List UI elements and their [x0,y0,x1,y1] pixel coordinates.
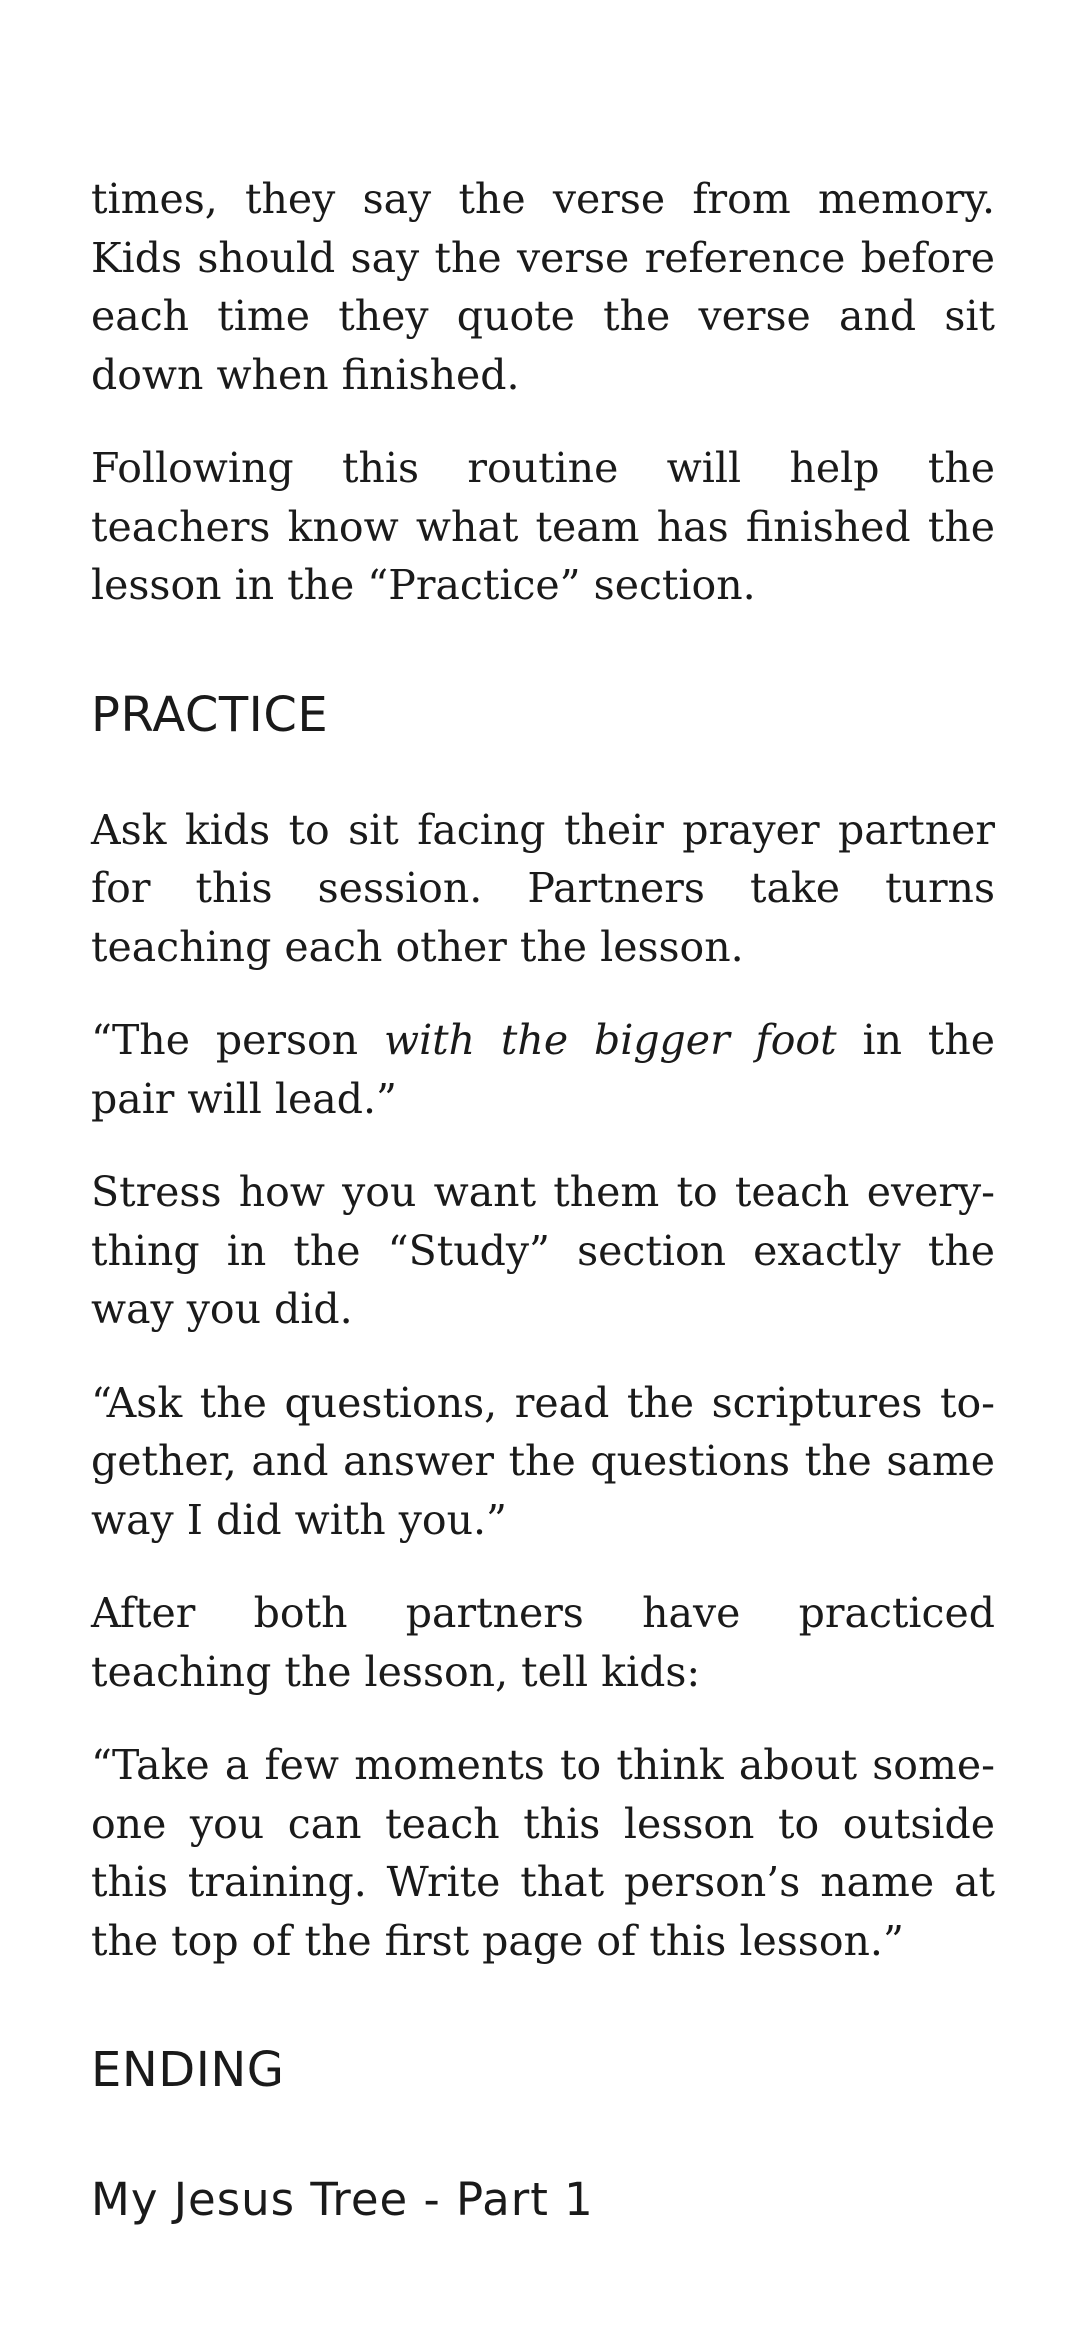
paragraph-prayer-partner: Ask kids to sit facing their prayer partner for this session. Partners take turns teaching each other the lesson. [91,805,995,971]
heading-practice: PRACTICE [91,686,329,743]
paragraph-after-practice: After both partners have practiced teaching the lesson, tell kids: [91,1589,995,1696]
paragraph-stress: Stress how you want them to teach everything in the “Study” section exactly the way you did. [91,1168,995,1333]
subtitle-jesus-tree: My Jesus Tree - Part 1 [91,2173,594,2226]
quote-end: in the pair will lead.” [91,1016,995,1123]
paragraph-bigger-foot [91,1011,995,1128]
paragraph-verse-memory: times, they say the verse from memory. Kids should say the verse reference before each time they quote the verse and sit down when finished. [91,175,995,399]
paragraph-ask-questions: “Ask the questions, read the scriptures together, and answer the questions the same way I did with you.” [91,1378,995,1544]
quote-italic: with the bigger foot [383,1016,837,1064]
quote-start: “The person [91,1016,384,1064]
reader-page [91,170,995,2230]
heading-ending: ENDING [91,2042,285,2098]
paragraph-take-moments: “Take a few moments to think about someone you can teach this lesson to outside this training. Write that person’s name at the top of the first page of this lesson.” [91,1741,995,1965]
paragraph-routine: Following this routine will help the teachers know what team has finished the lesson in the “Practice” section. [91,444,995,609]
